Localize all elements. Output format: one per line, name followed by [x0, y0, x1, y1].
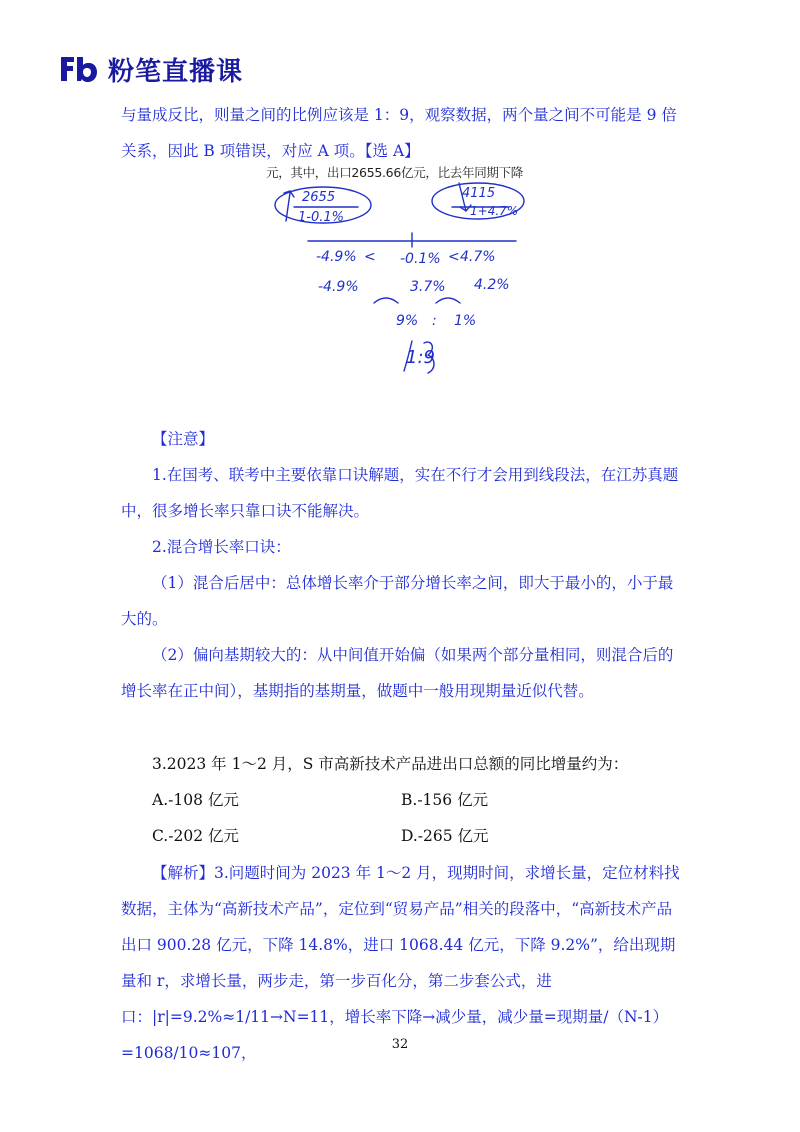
hw-less-than-1: < — [364, 249, 376, 265]
hw-2655: 2655 — [302, 190, 336, 205]
note-item-2a: （1）混合后居中：总体增长率介于部分增长率之间，即大于最小的，小于最大的。 — [121, 574, 674, 628]
handwriting-sketch — [266, 163, 534, 383]
hw-4-7: 4.7% — [460, 249, 496, 265]
fb-logo-icon — [58, 54, 100, 84]
hw-1-percent: 1% — [454, 313, 477, 329]
hw-1-plus-4-7: 1+4.7% — [470, 204, 519, 218]
hw-4115: 4115 — [462, 186, 496, 201]
option-b: B.-156 亿元 — [401, 791, 489, 809]
top-paragraph: 与量成反比，则量之间的比例应该是 1：9，观察数据，两个量之间不可能是 9 倍关系，因此 B 项错误，对应 A 项。【选 A】 — [121, 106, 677, 160]
handwritten-figure — [266, 163, 534, 383]
option-d: D.-265 亿元 — [401, 827, 489, 845]
hw-ratio: 1:9 — [406, 347, 435, 368]
option-c: C.-202 亿元 — [152, 827, 239, 845]
hw-minus-4-9-b: -4.9% — [318, 279, 359, 295]
note-item-2: 2.混合增长率口诀： — [152, 538, 291, 556]
hw-minus-4-9: -4.9% — [316, 249, 357, 265]
hw-9-percent: 9% — [396, 313, 419, 329]
brand-logo — [58, 52, 243, 86]
hw-1-minus-0-1: 1-0.1% — [298, 210, 344, 225]
hw-3-7: 3.7% — [410, 279, 446, 295]
note-item-1: 1.在国考、联考中主要依靠口诀解题，实在不行才会用到线段法，在江苏真题中，很多增长率只靠口诀不能解决。 — [121, 466, 679, 520]
option-a: A.-108 亿元 — [152, 791, 239, 809]
figure-caption-line: 元，其中，出口2655.66亿元，比去年同期下降 — [266, 165, 523, 180]
hw-minus-0-1: -0.1% — [400, 251, 441, 267]
note-heading: 【注意】 — [152, 430, 215, 448]
question-stem: 3.2023 年 1～2 月，S 市高新技术产品进出口总额的同比增量约为： — [152, 755, 629, 773]
page-number: 32 — [391, 1037, 409, 1052]
analysis-paragraph: 【解析】3.问题时间为 2023 年 1～2 月，现期时间，求增长量，定位材料找数据，主体为“高新技术产品”，定位到“贸易产品”相关的段落中，“高新技术产品出口 900.28 亿元，下降 14.8%，进口 1068.44 亿元，下降 9.2%”，给出现期量和 r，求增长量，两步走，第一步百化分，第二步套公式，进口：|r|=9.2%≈1/11→N=11，增长率下降→减少量，减少量=现期量/（N-1）=1068/10≈107， — [121, 864, 680, 1062]
hw-4-2: 4.2% — [474, 277, 510, 293]
hw-less-than-2: < — [448, 249, 460, 265]
hw-colon: : — [432, 313, 437, 329]
note-item-2b: （2）偏向基期较大的：从中间值开始偏（如果两个部分量相同，则混合后的增长率在正中间），基期指的基期量，做题中一般用现期量近似代替。 — [121, 646, 674, 700]
brand-name: 粉笔直播课 — [108, 56, 244, 87]
